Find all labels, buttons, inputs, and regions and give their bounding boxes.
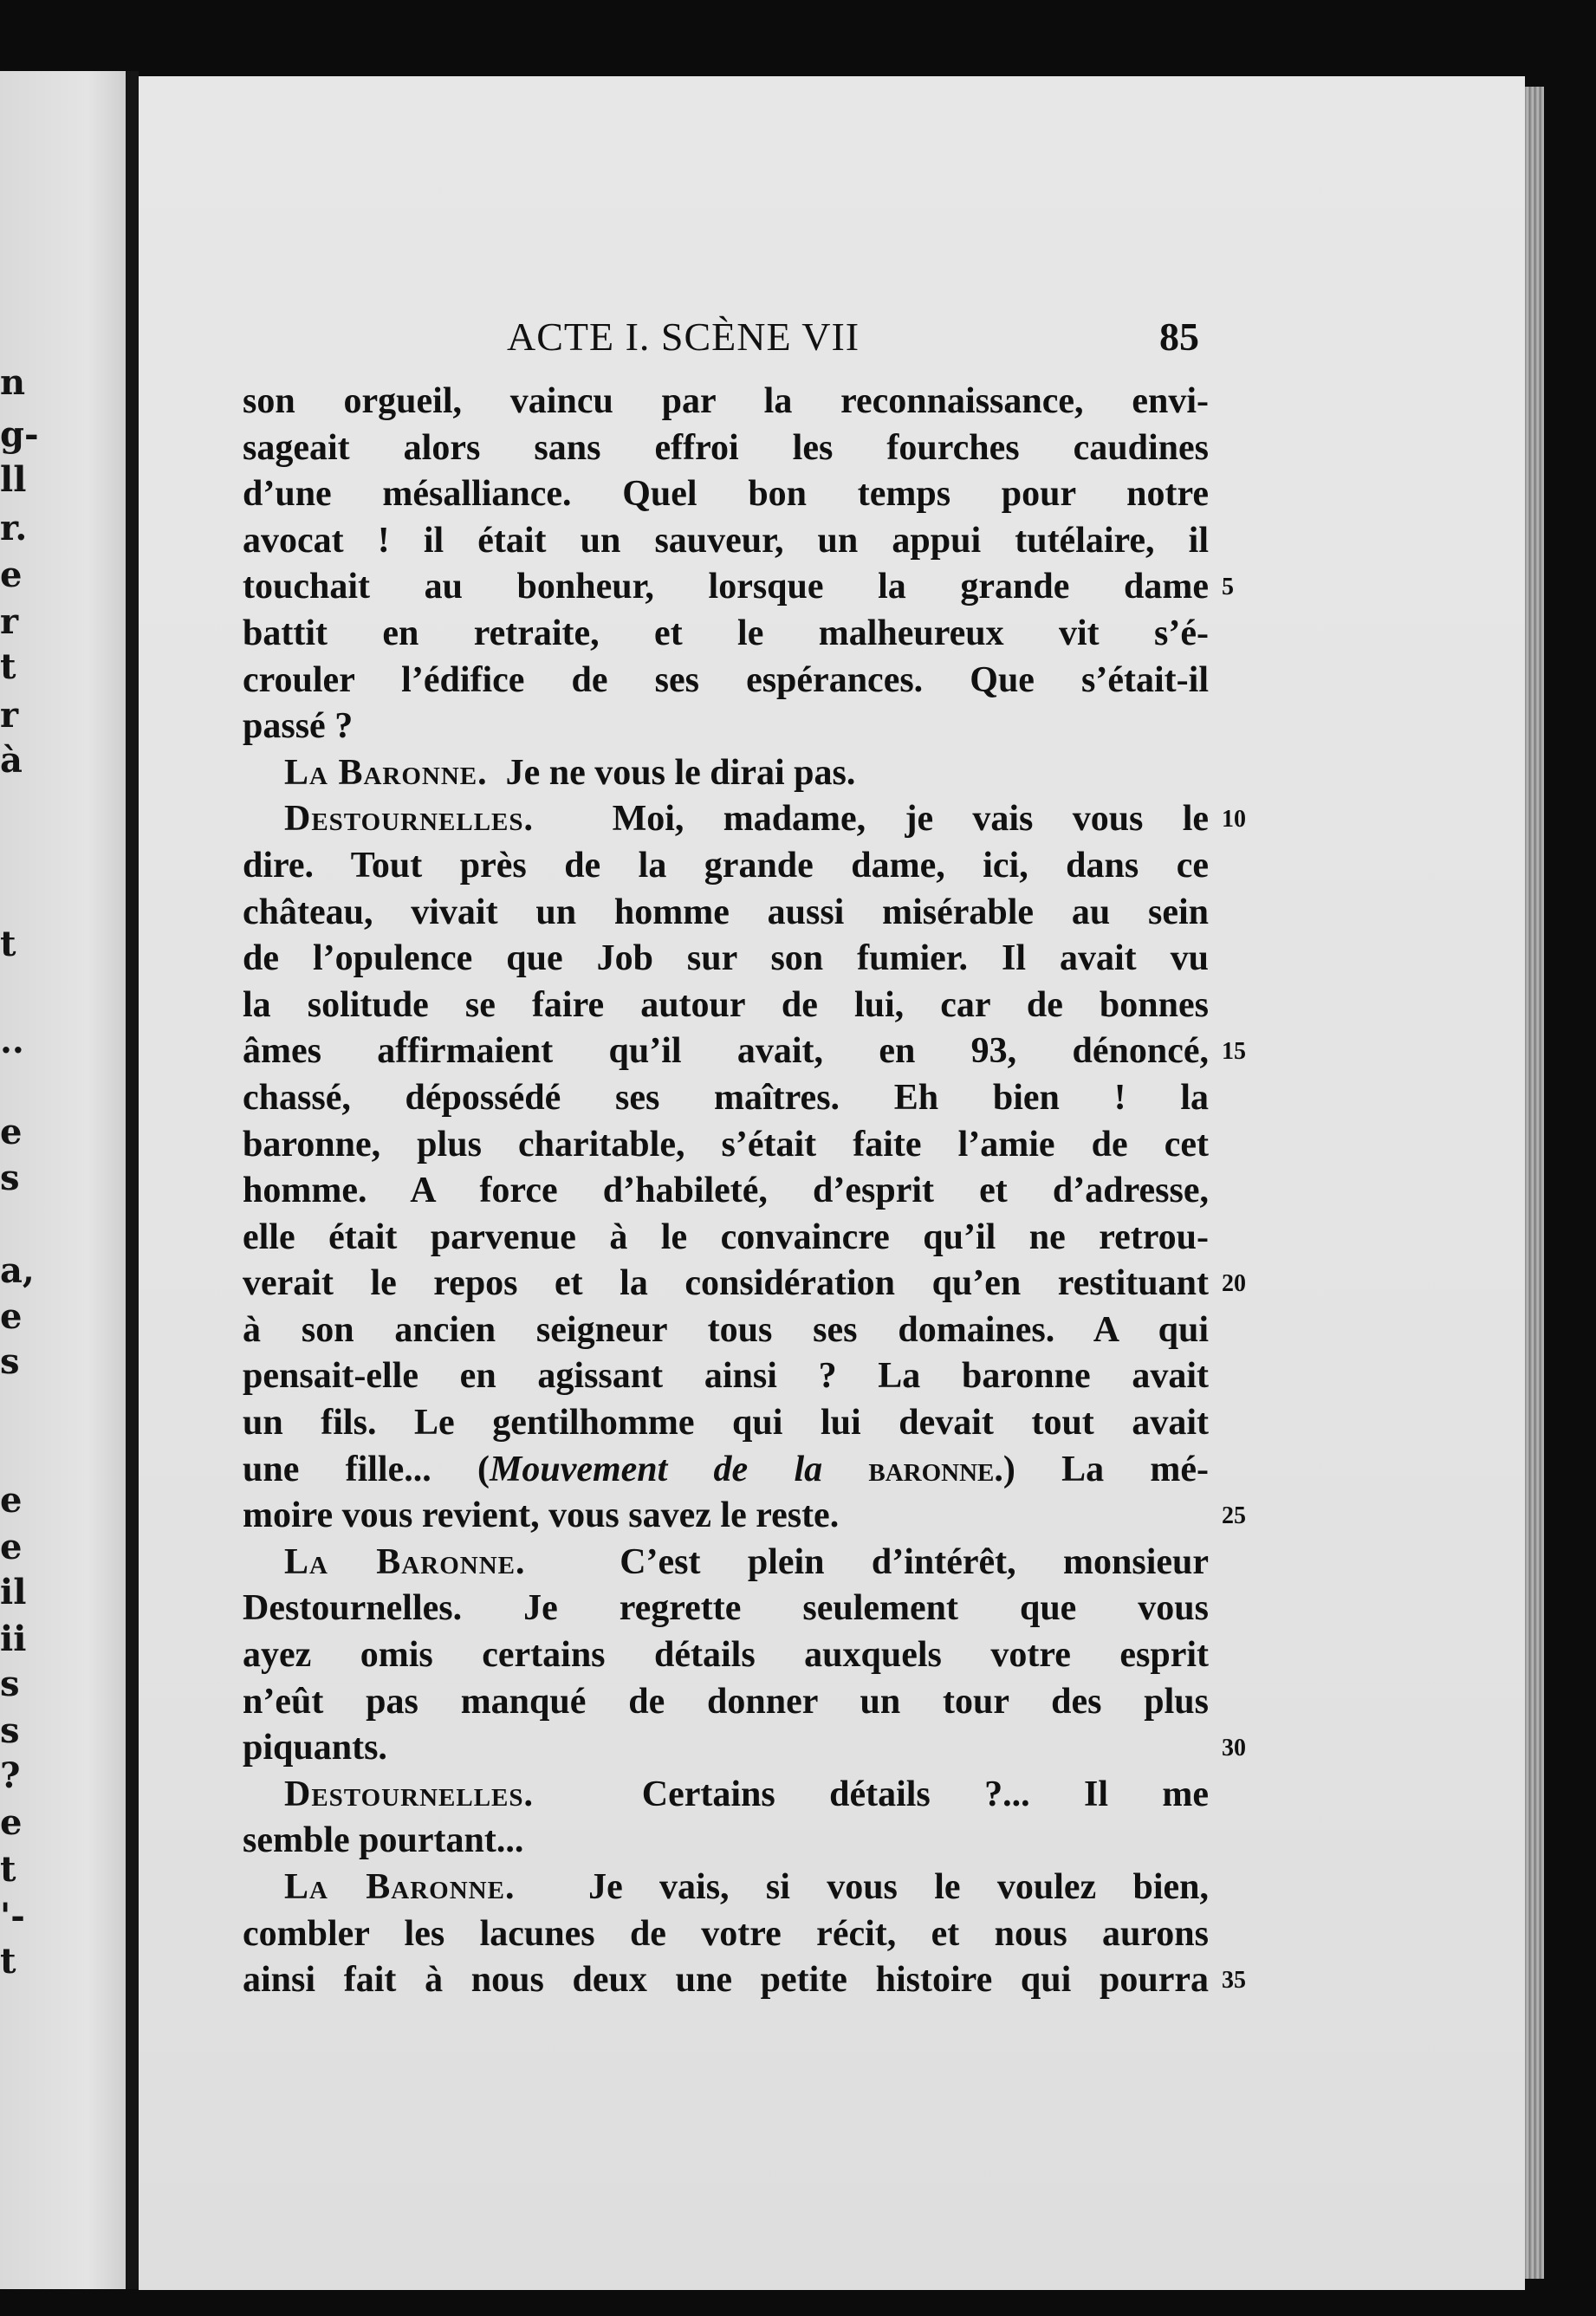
- margin-fragment: r: [0, 695, 19, 736]
- gutter-shadow: [126, 71, 139, 2289]
- speaker-name: La Baronne.: [284, 1867, 516, 1907]
- page-edge: [1525, 87, 1544, 2279]
- margin-fragment: s: [0, 1158, 20, 1198]
- margin-fragment: a,: [0, 1250, 35, 1291]
- margin-fragment: t: [0, 1941, 16, 1982]
- line-number: 15: [1222, 1038, 1246, 1065]
- margin-fragment: e: [0, 1802, 23, 1843]
- text-line: âmes affirmaient qu’il avait, en 93, dénoncé,: [243, 1031, 1209, 1072]
- margin-fragment: g-: [0, 414, 39, 455]
- speaker-name: La Baronne.: [284, 752, 488, 793]
- margin-fragment: e: [0, 1480, 23, 1521]
- margin-fragment: e: [0, 555, 23, 595]
- text-line: touchait au bonheur, lorsque la grande dame: [243, 567, 1209, 607]
- text-line: combler les lacunes de votre récit, et nous aurons: [243, 1913, 1209, 1954]
- margin-fragment: e: [0, 1112, 23, 1152]
- speaker-name: La Baronne.: [284, 1541, 526, 1582]
- stage-direction-name: baronne: [868, 1449, 995, 1489]
- text-line: pensait-elle en agissant ainsi ? La baronne avait: [243, 1356, 1209, 1397]
- stage-direction: Mouvement de la: [489, 1449, 823, 1489]
- text-line: dire. Tout près de la grande dame, ici, dans ce: [243, 845, 1209, 886]
- margin-fragment: e: [0, 1296, 23, 1337]
- text-line: Destournelles. Je regrette seulement que vous: [243, 1588, 1209, 1629]
- text-line: n’eût pas manqué de donner un tour des plus: [243, 1681, 1209, 1722]
- text-line: son orgueil, vaincu par la reconnaissance, envi-: [243, 381, 1209, 421]
- margin-fragment: ii: [0, 1619, 27, 1659]
- previous-page-strip: [0, 71, 126, 2289]
- speech-text: Je ne vous le dirai pas.: [505, 752, 856, 793]
- text-line: chassé, dépossédé ses maîtres. Eh bien ! la: [243, 1077, 1209, 1118]
- text-line: passé ?: [243, 706, 354, 747]
- speech-text: Je vais, si vous le voulez bien,: [588, 1867, 1209, 1907]
- text-line: château, vivait un homme aussi misérable au sein: [243, 892, 1209, 932]
- margin-fragment: r.: [0, 508, 28, 548]
- speech-text: Moi, madame, je vais vous le: [612, 799, 1209, 840]
- text-segment: .) La mé-: [994, 1449, 1210, 1489]
- text-line: homme. A force d’habileté, d’esprit et d’adresse,: [243, 1171, 1209, 1211]
- text-line: semble pourtant...: [243, 1820, 524, 1861]
- text-line: crouler l’édifice de ses espérances. Que s’était-il: [243, 659, 1209, 700]
- text-segment: une fille... (: [243, 1449, 490, 1489]
- speech-text: C’est plein d’intérêt, monsieur: [620, 1541, 1209, 1582]
- line-number: 10: [1222, 806, 1246, 833]
- line-number: 25: [1222, 1502, 1246, 1529]
- margin-fragment: ll: [0, 459, 27, 500]
- text-line: d’une mésalliance. Quel bon temps pour notre: [243, 474, 1209, 515]
- dialogue-line: [243, 1865, 1209, 1911]
- text-line: moire vous revient, vous savez le reste.: [243, 1495, 840, 1536]
- margin-fragment: il: [0, 1572, 27, 1612]
- margin-fragment: s: [0, 1664, 20, 1704]
- line-number: 20: [1222, 1270, 1246, 1297]
- text-line: à son ancien seigneur tous ses domaines. A qui: [243, 1309, 1209, 1350]
- running-head: ACTE I. SCÈNE VII: [507, 315, 860, 359]
- text-line: ayez omis certains détails auxquels votre esprit: [243, 1635, 1209, 1676]
- margin-fragment: t: [0, 646, 16, 687]
- text-line: ainsi fait à nous deux une petite histoire qui pourra: [243, 1960, 1209, 2001]
- text-line: verait le repos et la considération qu’en restituant: [243, 1263, 1209, 1304]
- page-number: 85: [1159, 315, 1199, 359]
- margin-fragment: t: [0, 1849, 16, 1890]
- text-line: la solitude se faire autour de lui, car de bonnes: [243, 984, 1209, 1025]
- dialogue-line: [243, 1772, 1209, 1819]
- text-line: [243, 1447, 1209, 1494]
- dialogue-line: [243, 750, 1209, 797]
- text-line: battit en retraite, et le malheureux vit s’é-: [243, 613, 1209, 653]
- text-line: baronne, plus charitable, s’était faite l’amie de cet: [243, 1124, 1209, 1164]
- margin-fragment: '-: [0, 1896, 25, 1936]
- margin-fragment: n: [0, 362, 26, 403]
- margin-fragment: s: [0, 1341, 20, 1382]
- dialogue-line: [243, 1540, 1209, 1586]
- dialogue-line: [243, 796, 1209, 843]
- margin-fragment: ?: [0, 1755, 21, 1796]
- text-line: elle était parvenue à le convaincre qu’il ne retrou-: [243, 1216, 1209, 1257]
- text-line: avocat ! il était un sauveur, un appui tutélaire, il: [243, 520, 1209, 561]
- margin-fragment: t: [0, 924, 16, 964]
- speech-text: Certains détails ?... Il me: [641, 1774, 1209, 1814]
- margin-fragment: s: [0, 1710, 20, 1751]
- speaker-name: Destournelles.: [284, 799, 535, 840]
- text-line: sageait alors sans effroi les fourches caudines: [243, 427, 1209, 468]
- speaker-name: Destournelles.: [284, 1774, 535, 1814]
- text-block: [243, 379, 1209, 2004]
- margin-fragment: ..: [0, 1021, 24, 1061]
- margin-fragment: à: [0, 740, 23, 781]
- text-line: piquants.: [243, 1728, 387, 1768]
- line-number: 30: [1222, 1735, 1246, 1761]
- margin-fragment: r: [0, 601, 19, 642]
- line-number: 5: [1222, 574, 1234, 600]
- line-number: 35: [1222, 1967, 1246, 1994]
- text-line: de l’opulence que Job sur son fumier. Il avait vu: [243, 938, 1209, 979]
- margin-fragment: e: [0, 1527, 23, 1567]
- text-line: un fils. Le gentilhomme qui lui devait tout avait: [243, 1403, 1209, 1443]
